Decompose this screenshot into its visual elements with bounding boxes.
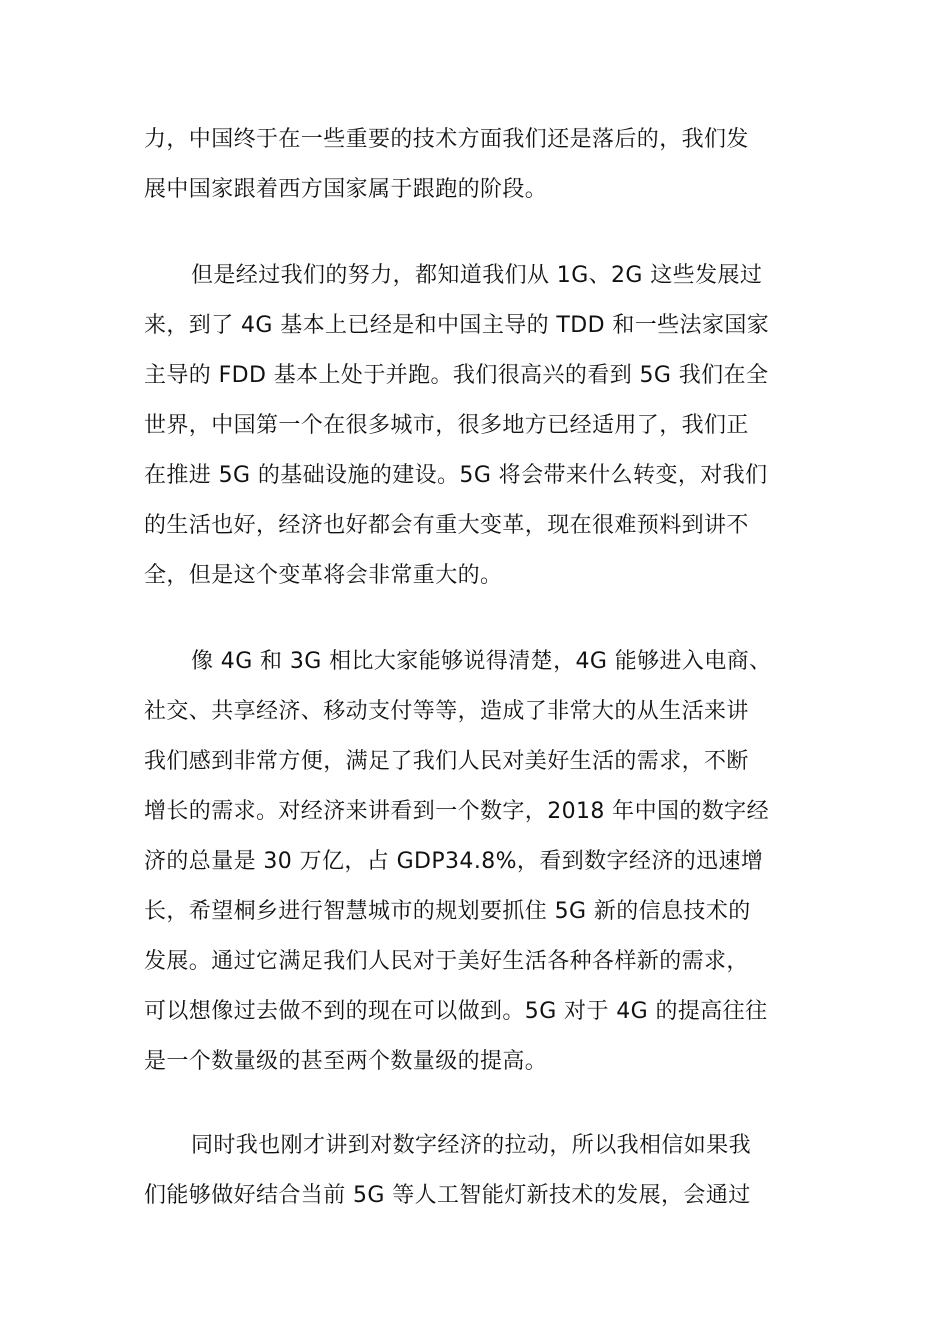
paragraph-3-line-2: 社交、共享经济、移动支付等等，造成了非常大的从生活来讲 xyxy=(144,699,749,724)
paragraph-3-line-8: 可以想像过去做不到的现在可以做到。5G 对于 4G 的提高往往 xyxy=(144,999,768,1024)
paragraph-1-line-2: 展中国家跟着西方国家属于跟跑的阶段。 xyxy=(144,177,548,202)
paragraph-4-line-2: 们能够做好结合当前 5G 等人工智能灯新技术的发展，会通过 xyxy=(144,1183,751,1208)
paragraph-3-line-1: 像 4G 和 3G 相比大家能够说得清楚，4G 能够进入电商、 xyxy=(191,649,772,674)
paragraph-4-line-1: 同时我也刚才讲到对数字经济的拉动，所以我相信如果我 xyxy=(191,1133,752,1158)
paragraph-3-line-5: 济的总量是 30 万亿，占 GDP34.8%，看到数字经济的迅速增 xyxy=(144,849,764,874)
paragraph-2-line-4: 世界，中国第一个在很多城市，很多地方已经适用了，我们正 xyxy=(144,413,749,438)
paragraph-2-line-6: 的生活也好，经济也好都会有重大变革，现在很难预料到讲不 xyxy=(144,513,749,538)
paragraph-3-line-4: 增长的需求。对经济来讲看到一个数字，2018 年中国的数字经 xyxy=(144,799,769,824)
paragraph-3-line-3: 我们感到非常方便，满足了我们人民对美好生活的需求，不断 xyxy=(144,749,749,774)
paragraph-3-line-7: 发展。通过它满足我们人民对于美好生活各种各样新的需求， xyxy=(144,949,749,974)
paragraph-2-line-2: 来，到了 4G 基本上已经是和中国主导的 TDD 和一些法家国家 xyxy=(144,313,770,338)
paragraph-2-line-1: 但是经过我们的努力，都知道我们从 1G、2G 这些发展过 xyxy=(191,263,763,288)
paragraph-2-line-7: 全，但是这个变革将会非常重大的。 xyxy=(144,563,503,588)
paragraph-3-line-9: 是一个数量级的甚至两个数量级的提高。 xyxy=(144,1049,548,1074)
paragraph-2-line-5: 在推进 5G 的基础设施的建设。5G 将会带来什么转变，对我们 xyxy=(144,463,768,488)
paragraph-2-line-3: 主导的 FDD 基本上处于并跑。我们很高兴的看到 5G 我们在全 xyxy=(144,363,769,388)
paragraph-1-line-1: 力，中国终于在一些重要的技术方面我们还是落后的，我们发 xyxy=(144,127,749,152)
paragraph-3-line-6: 长，希望桐乡进行智慧城市的规划要抓住 5G 新的信息技术的 xyxy=(144,899,751,924)
